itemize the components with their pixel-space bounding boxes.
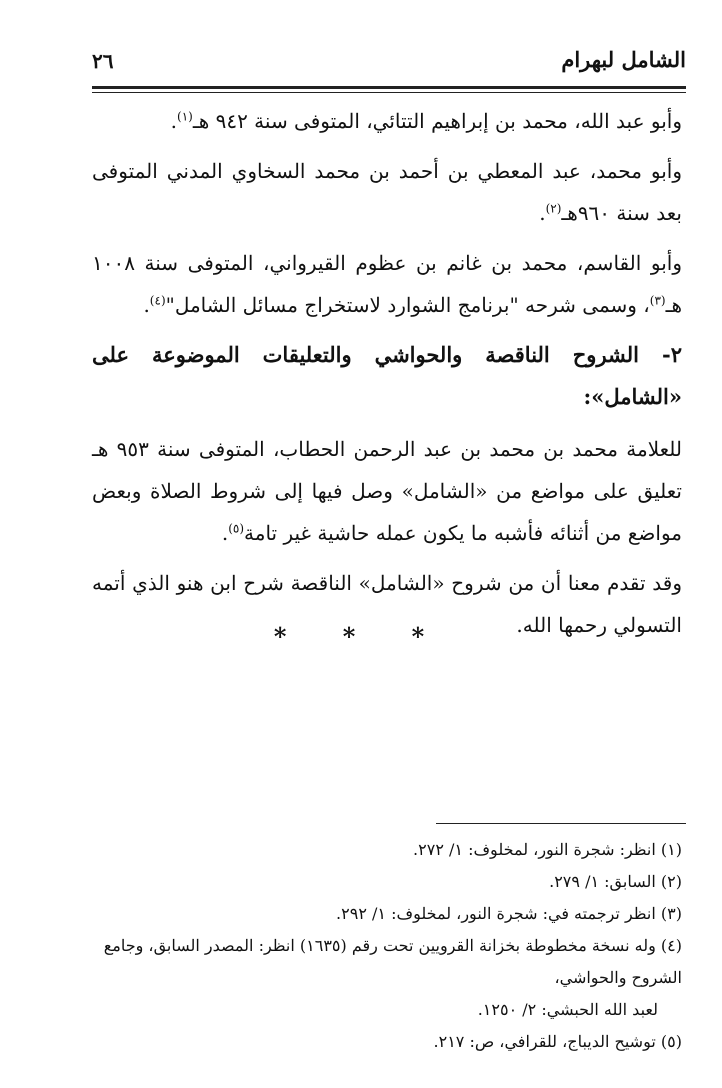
footnote-text: انظر ترجمته في: شجرة النور، لمخلوف: ١/ ٢٩٢. [336, 904, 656, 923]
paragraph-1-text: وأبو عبد الله، محمد بن إبراهيم التتائي، المتوفى سنة ٩٤٢ هـ [192, 109, 682, 133]
paragraph-4-end: . [221, 521, 229, 545]
footnote-3 [92, 898, 682, 930]
section-separator: * * * [273, 622, 449, 651]
paragraph-3-end: . [143, 293, 150, 317]
page-number: ٢٦ [92, 49, 114, 73]
footnote-ref-1[interactable]: (١) [177, 109, 193, 124]
paragraph-4-text: للعلامة محمد بن محمد بن عبد الرحمن الحطاب، المتوفى سنة ٩٥٣ هـ تعليق على مواضع من «الشامل» وصل فيها إلى شروط الصلاة وبعض مواضع من أثنائه فأشبه ما يكون عمله حاشية غير تامة [92, 437, 682, 545]
footnote-number: (٣) [660, 904, 682, 923]
footnote-text: وله نسخة مخطوطة بخزانة القرويين تحت رقم (١٦٣٥) انظر: المصدر السابق، وجامع الشروح والحواشي، [103, 936, 682, 987]
footnote-text: السابق: ١/ ٢٧٩. [549, 872, 656, 891]
footnote-ref-2[interactable]: (٢) [545, 201, 562, 216]
paragraph-5-text: وقد تقدم معنا أن من شروح «الشامل» الناقصة شرح ابن هنو الذي أتمه التسولي رحمها الله. [92, 571, 682, 637]
paragraph-1-end: . [170, 109, 177, 133]
page-header [92, 45, 686, 85]
footnote-number: (٥) [660, 1032, 682, 1051]
footnote-1 [92, 834, 682, 866]
running-title: الشامل لبهرام [561, 47, 686, 72]
paragraph-4 [92, 428, 682, 554]
footnote-ref-5[interactable]: (٥) [228, 521, 245, 536]
footnote-text: انظر: شجرة النور، لمخلوف: ١/ ٢٧٢. [413, 840, 656, 859]
paragraph-2-text: وأبو محمد، عبد المعطي بن أحمد بن محمد السخاوي المدني المتوفى بعد سنة ٩٦٠هـ [92, 159, 682, 225]
paragraph-2 [92, 150, 682, 234]
footnote-4 [92, 930, 682, 1026]
main-text [92, 100, 682, 654]
footnote-5 [92, 1026, 682, 1058]
section-heading: ٢- الشروح الناقصة والحواشي والتعليقات الموضوعة على «الشامل»: [92, 342, 682, 409]
footnote-2 [92, 866, 682, 898]
footnote-ref-3[interactable]: (٣) [649, 293, 666, 308]
footnote-number: (١) [660, 840, 682, 859]
footnotes [92, 834, 682, 1058]
footnote-continuation: لعبد الله الحبشي: ٢/ ١٢٥٠. [477, 1000, 658, 1019]
header-rule-thin [92, 92, 686, 93]
footnote-number: (٤) [660, 936, 682, 955]
footnote-number: (٢) [660, 872, 682, 891]
paragraph-1 [92, 100, 682, 142]
footnote-rule [436, 823, 686, 824]
footnote-text: توشيح الديباج، للقرافي، ص: ٢١٧. [433, 1032, 656, 1051]
paragraph-3-text: وأبو القاسم، محمد بن غانم بن عظوم القيرواني، المتوفى سنة ١٠٠٨ هـ [92, 251, 682, 317]
paragraph-3 [92, 242, 682, 326]
paragraph-3-mid: ، وسمى شرحه "برنامج الشوارد لاستخراج مسائل الشامل" [165, 293, 650, 317]
header-rule-thick [92, 86, 686, 89]
paragraph-2-end: . [539, 201, 546, 225]
footnote-ref-4[interactable]: (٤) [149, 293, 166, 308]
